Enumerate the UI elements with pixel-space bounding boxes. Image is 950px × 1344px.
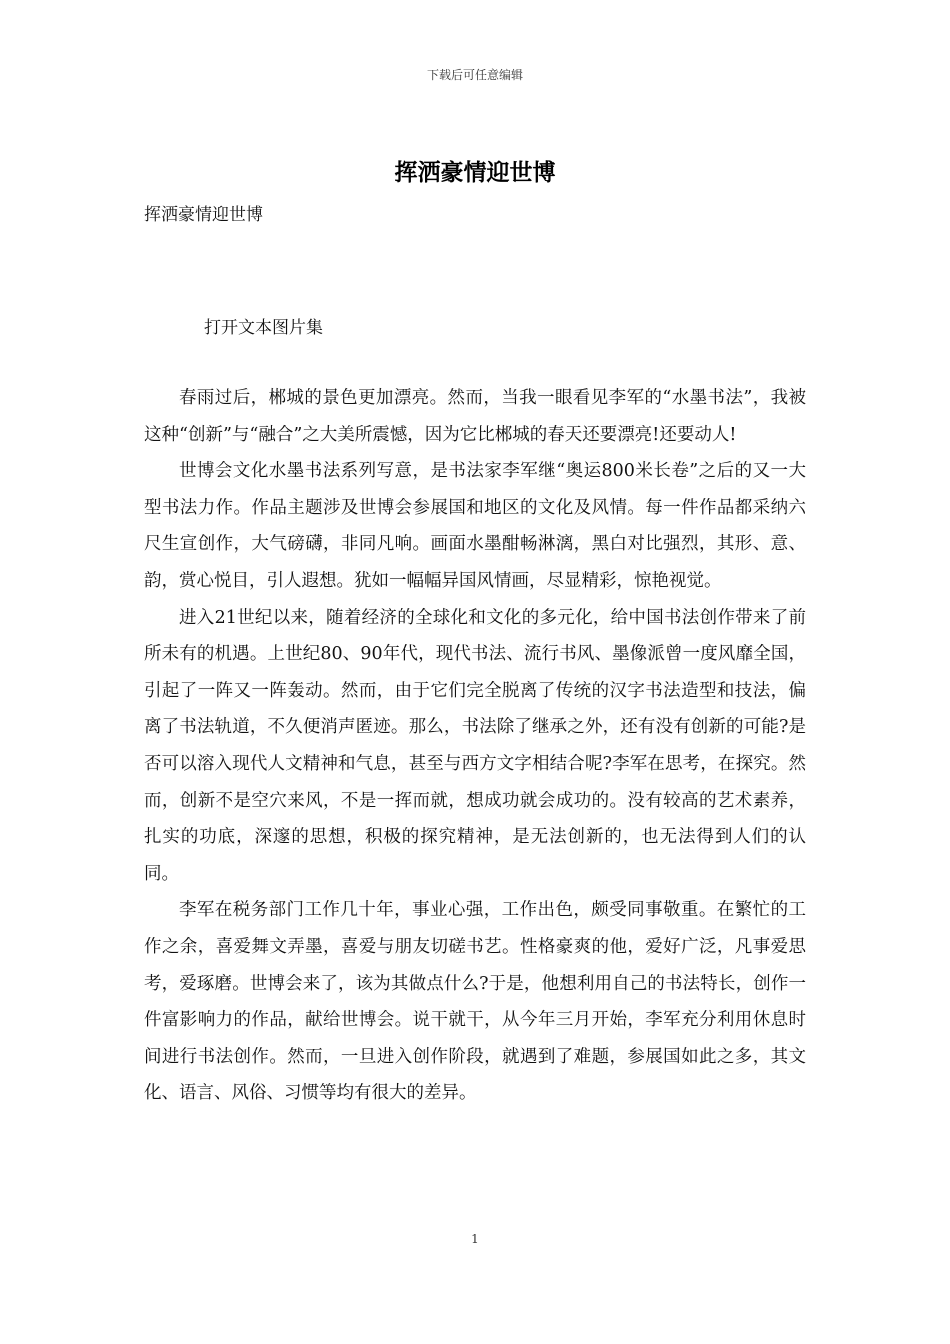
open-image-gallery-link[interactable]: 打开文本图片集 [204, 318, 323, 338]
article-body [144, 380, 806, 1112]
paragraph-3: 进入21世纪以来，随着经济的全球化和文化的多元化，给中国书法创作带来了前所未有的机遇。上世纪80、90年代，现代书法、流行书风、墨像派曾一度风靡全国，引起了一阵又一阵轰动。然而，由于它们完全脱离了传统的汉字书法造型和技法，偏离了书法轨道，不久便消声匿迹。那么，书法除了继承之外，还有没有创新的可能?是否可以溶入现代人文精神和气息，甚至与西方文字相结合呢?李军在思考，在探究。然而，创新不是空穴来风，不是一挥而就，想成功就会成功的。没有较高的艺术素养，扎实的功底，深邃的思想，积极的探究精神，是无法创新的，也无法得到人们的认同。 [144, 607, 806, 884]
paragraph-1: 春雨过后，郴城的景色更加漂亮。然而，当我一眼看见李军的“水墨书法”，我被这种“创新”与“融合”之大美所震憾，因为它比郴城的春天还要漂亮!还要动人! [144, 388, 806, 445]
paragraph-4: 李军在税务部门工作几十年，事业心强，工作出色，颇受同事敬重。在繁忙的工作之余，喜爱舞文弄墨，喜爱与朋友切磋书艺。性格豪爽的他，爱好广泛，凡事爱思考，爱琢磨。世博会来了，该为其做点什么?于是，他想利用自己的书法特长，创作一件富影响力的作品，献给世博会。说干就干，从今年三月开始，李军充分利用休息时间进行书法创作。然而，一旦进入创作阶段，就遇到了难题，参展国如此之多，其文化、语言、风俗、习惯等均有很大的差异。 [144, 900, 806, 1104]
document-subtitle: 挥洒豪情迎世博 [144, 205, 263, 225]
document-title: 挥洒豪情迎世博 [394, 159, 556, 186]
page-header-note: 下载后可任意编辑 [426, 68, 523, 82]
paragraph-2: 世博会文化水墨书法系列写意，是书法家李军继“奥运800米长卷”之后的又一大型书法力作。作品主题涉及世博会参展国和地区的文化及风情。每一件作品都采纳六尺生宣创作，大气磅礴，非同凡响。画面水墨酣畅淋漓，黑白对比强烈，其形、意、韵，赏心悦目，引人遐想。犹如一幅幅异国风情画，尽显精彩，惊艳视觉。 [144, 461, 806, 591]
page-number: 1 [471, 1232, 479, 1246]
